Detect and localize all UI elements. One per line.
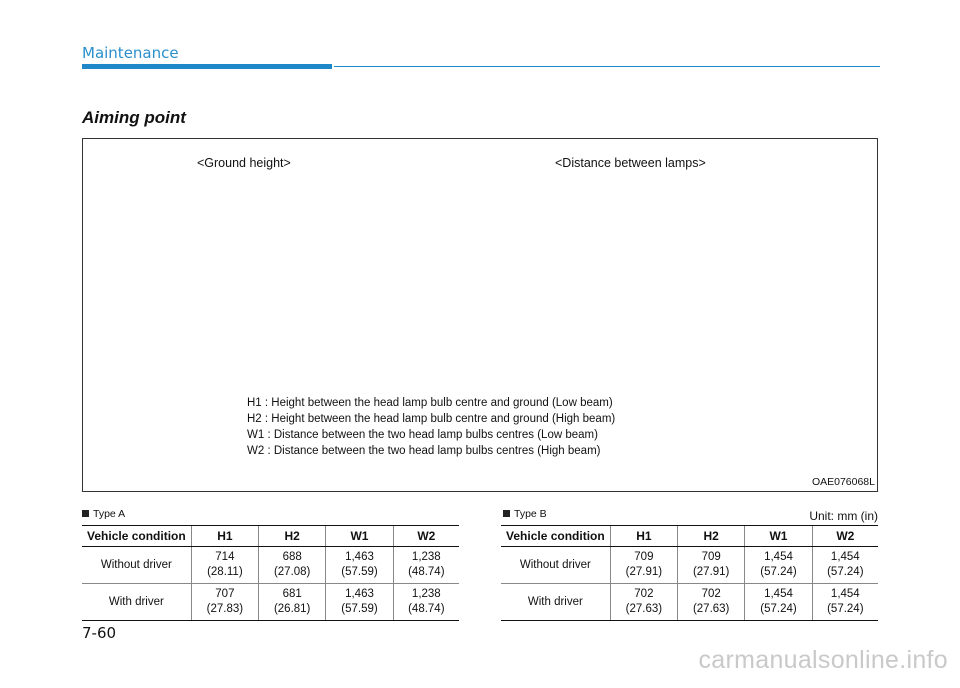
type-b-text: Type B [514, 508, 547, 520]
value-mm: 688 [282, 551, 302, 563]
value-mm: 709 [634, 551, 654, 563]
value-cell [812, 584, 878, 621]
value-in: (27.63) [692, 603, 730, 615]
value-in: (27.83) [206, 603, 244, 615]
value-cell [745, 584, 812, 621]
value-mm: 1,454 [764, 551, 793, 563]
figure-legend [247, 395, 615, 459]
value-in: (27.08) [273, 566, 311, 578]
ground-height-label: <Ground height> [197, 156, 291, 170]
value-cell [812, 547, 878, 584]
value-mm: 1,454 [764, 588, 793, 600]
value-mm: 702 [701, 588, 721, 600]
figure-code: OAE076068L [811, 476, 875, 488]
value-in: (57.24) [827, 603, 864, 615]
value-cell [326, 584, 393, 621]
value-cell [259, 547, 326, 584]
bullet-square-icon [503, 510, 510, 517]
header-cell: H1 [191, 526, 258, 547]
value-in: (48.74) [408, 566, 445, 578]
header-cell: H2 [259, 526, 326, 547]
value-cell [393, 584, 459, 621]
type-a-label [82, 508, 125, 520]
value-cell [610, 547, 677, 584]
page-heading: Aiming point [82, 108, 186, 127]
bullet-square-icon [82, 510, 89, 517]
condition-cell: Without driver [501, 547, 610, 584]
type-a-table [82, 525, 459, 621]
value-in: (57.59) [341, 603, 378, 615]
value-mm: 1,454 [830, 551, 860, 563]
type-a-text: Type A [93, 508, 126, 520]
value-mm: 707 [215, 588, 235, 600]
condition-cell: With driver [82, 584, 191, 621]
legend-h1: H1 : Height between the head lamp bulb centre and ground (Low beam) [247, 397, 613, 409]
distance-between-lamps-label: <Distance between lamps> [555, 156, 706, 170]
table-row [82, 547, 459, 584]
page-number: 7-60 [82, 624, 117, 642]
value-in: (57.24) [760, 603, 797, 615]
header-cell: W1 [326, 526, 393, 547]
value-in: (57.24) [827, 566, 864, 578]
table-header-row [82, 526, 459, 547]
condition-cell: Without driver [82, 547, 191, 584]
header-rule-thick [82, 64, 332, 69]
value-mm: 1,463 [345, 588, 374, 600]
legend-w2: W2 : Distance between the two head lamp bulbs centres (High beam) [247, 445, 601, 457]
aiming-figure [82, 138, 878, 492]
table-row [501, 547, 878, 584]
table-row [82, 584, 459, 621]
header-cell: W1 [745, 526, 812, 547]
value-cell [745, 547, 812, 584]
header-cell: H2 [678, 526, 745, 547]
header-cell: H1 [610, 526, 677, 547]
header-cell: W2 [812, 526, 878, 547]
header-cell: Vehicle condition [82, 526, 191, 547]
value-mm: 1,238 [411, 588, 441, 600]
header-rule-thin [334, 66, 880, 67]
value-mm: 1,463 [345, 551, 374, 563]
value-in: (27.91) [625, 566, 663, 578]
value-in: (57.59) [341, 566, 378, 578]
value-cell [326, 547, 393, 584]
legend-h2: H2 : Height between the head lamp bulb centre and ground (High beam) [247, 413, 616, 425]
header-cell: W2 [393, 526, 459, 547]
watermark: carmanualsonline.info [698, 646, 948, 674]
value-mm: 709 [701, 551, 721, 563]
value-in: (48.74) [408, 603, 445, 615]
unit-label: Unit: mm (in) [809, 509, 878, 523]
table-header-row [501, 526, 878, 547]
header-cell: Vehicle condition [501, 526, 610, 547]
value-in: (27.91) [692, 566, 730, 578]
value-cell [678, 547, 745, 584]
value-in: (26.81) [273, 603, 311, 615]
section-title: Maintenance [82, 44, 179, 62]
value-cell [191, 547, 258, 584]
value-mm: 714 [215, 551, 235, 563]
table-row [501, 584, 878, 621]
value-cell [678, 584, 745, 621]
condition-cell: With driver [501, 584, 610, 621]
value-cell [393, 547, 459, 584]
value-mm: 1,454 [830, 588, 860, 600]
legend-w1: W1 : Distance between the two head lamp bulbs centres (Low beam) [247, 429, 598, 441]
type-b-table [501, 525, 878, 621]
value-in: (28.11) [207, 566, 243, 578]
value-mm: 702 [634, 588, 654, 600]
value-cell [259, 584, 326, 621]
type-b-label [503, 508, 547, 520]
value-mm: 681 [282, 588, 302, 600]
value-in: (27.63) [625, 603, 663, 615]
value-in: (57.24) [760, 566, 797, 578]
value-cell [191, 584, 258, 621]
value-mm: 1,238 [411, 551, 441, 563]
value-cell [610, 584, 677, 621]
